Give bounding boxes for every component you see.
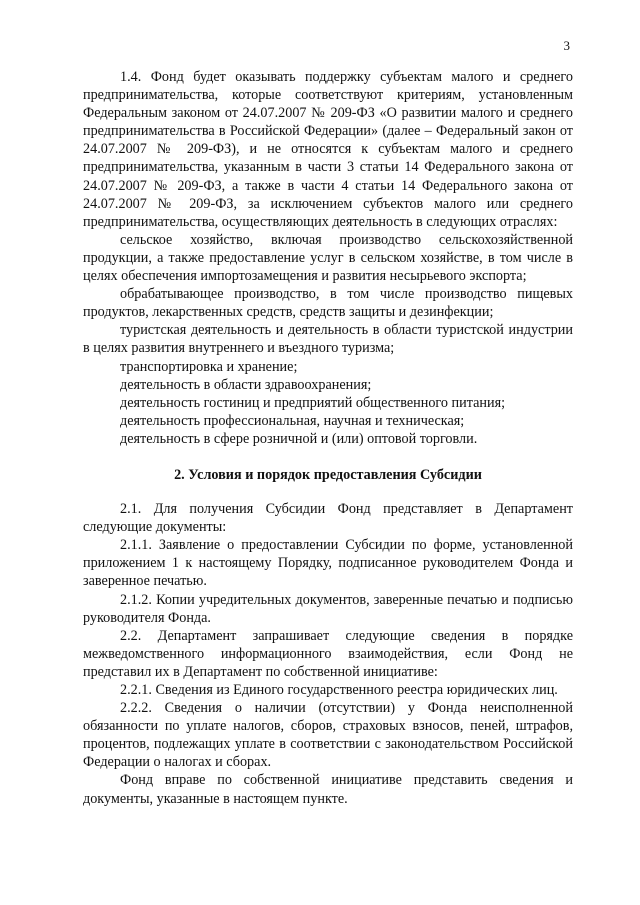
paragraph-2-2-2: 2.2.2. Сведения о наличии (отсутствии) у Фонда неисполненной обязанности по уплате налогов, сборов, страховых взносов, пеней, штрафов, процентов, подлежащих уплате в соответствии с законодательством Российской Федерации о налогах и сборах. xyxy=(83,700,573,771)
section-1 xyxy=(83,68,573,448)
section-2-heading: 2. Условия и порядок предоставления Субсидии xyxy=(174,466,482,483)
paragraph-closing: Фонд вправе по собственной инициативе представить сведения и документы, указанные в настоящем пункте. xyxy=(83,772,573,807)
industry-item: транспортировка и хранение; xyxy=(120,358,298,375)
industry-item: деятельность гостиниц и предприятий общественного питания; xyxy=(120,394,506,411)
section-2 xyxy=(83,500,573,808)
paragraph-2-1: 2.1. Для получения Субсидии Фонд представляет в Департамент следующие документы: xyxy=(83,501,573,536)
paragraph-2-1-1: 2.1.1. Заявление о предоставлении Субсидии по форме, установленной приложением 1 к настоящему Порядку, подписанное руководителем Фонда и заверенное печатью. xyxy=(83,537,573,590)
industry-item: обрабатывающее производство, в том числе производство пищевых продуктов, лекарственных средств, средств защиты и дезинфекции; xyxy=(83,286,573,321)
paragraph-1-4: 1.4. Фонд будет оказывать поддержку субъектам малого и среднего предпринимательства, которые соответствуют критериям, установленным Федеральным законом от 24.07.2007 № 209-ФЗ «О развитии малого и среднего предпринимательства в Российской Федерации» (далее – Федеральный закон от 24.07.2007 № 209-ФЗ), и не относятся к субъектам малого и среднего предпринимательства, указанным в части 3 статьи 14 Федерального закона от 24.07.2007 № 209-ФЗ, а также в части 4 статьи 14 Федерального закона от 24.07.2007 № 209-ФЗ, за исключением субъектов малого или среднего предпринимательства, осуществляющих деятельность в следующих отраслях: xyxy=(83,69,573,230)
paragraph-2-2-1: 2.2.1. Сведения из Единого государственного реестра юридических лиц. xyxy=(120,682,558,698)
industry-item: сельское хозяйство, включая производство сельскохозяйственной продукции, а также предоставление услуг в сельском хозяйстве, в том числе в целях обеспечения импортозамещения и развития несырьевого экспорта; xyxy=(83,231,573,285)
paragraph-2-1-2: 2.1.2. Копии учредительных документов, заверенные печатью и подписью руководителя Фонда. xyxy=(83,591,573,626)
industry-item: туристская деятельность и деятельность в области туристской индустрии в целях развития внутреннего и въездного туризма; xyxy=(83,322,573,357)
page-number: 3 xyxy=(563,38,570,53)
document-body xyxy=(83,68,573,808)
industry-item: деятельность в области здравоохранения; xyxy=(120,376,372,393)
industry-item: деятельность в сфере розничной и (или) оптовой торговли. xyxy=(120,430,478,447)
paragraph-2-2: 2.2. Департамент запрашивает следующие сведения в порядке межведомственного информационного взаимодействия, если Фонд не представил их в Департамент по собственной инициативе: xyxy=(83,627,573,680)
industry-item: деятельность профессиональная, научная и техническая; xyxy=(120,412,465,429)
